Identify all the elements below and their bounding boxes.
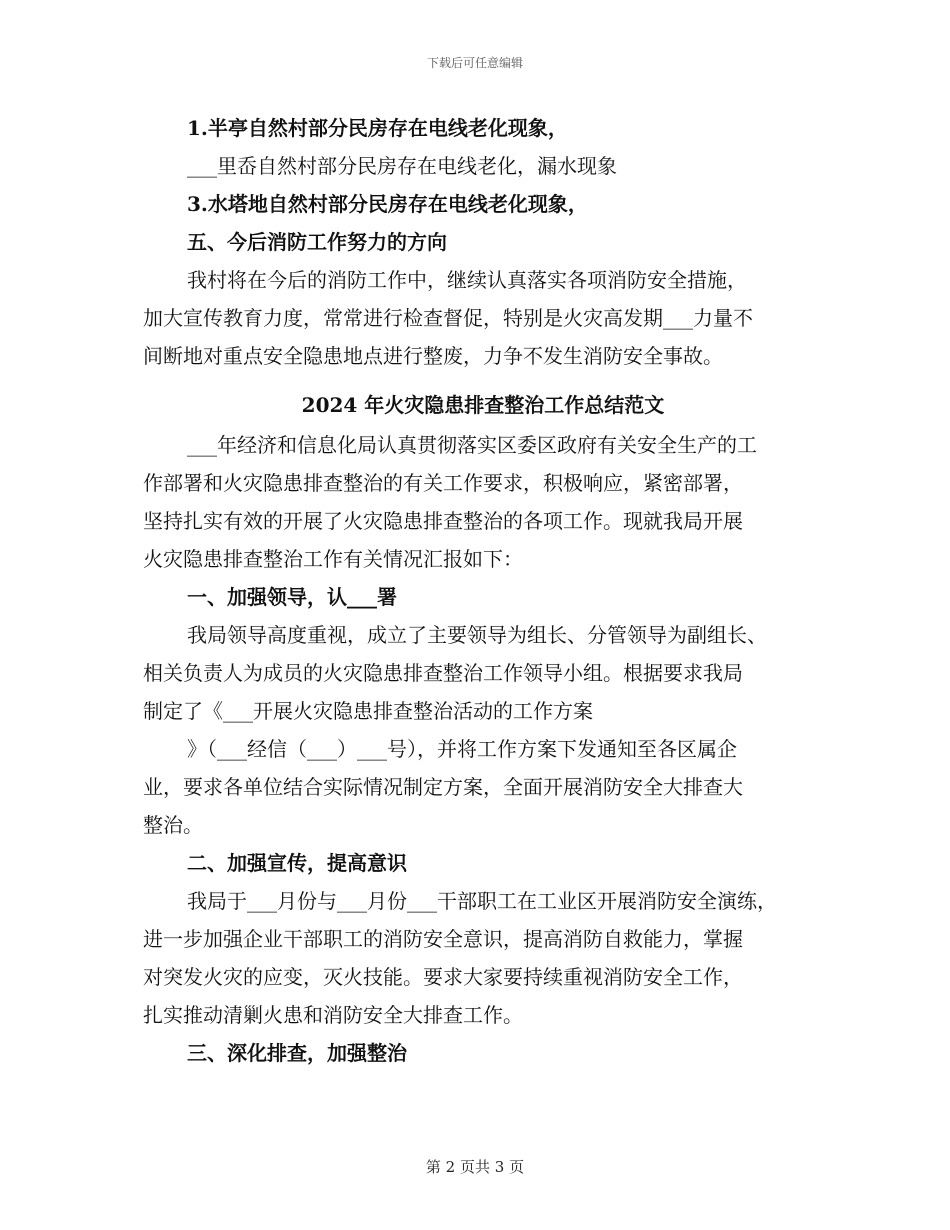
list-item-3: 3.水塔地自然村部分民房存在电线老化现象， <box>187 192 588 216</box>
paragraph-line: 加大宣传教育力度，常常进行检查督促，特别是火灾高发期___力量不 <box>143 306 753 330</box>
document-title: 2024 年火灾隐患排查整治工作总结范文 <box>301 393 665 417</box>
section-heading-3: 三、深化排查，加强整治 <box>187 1041 407 1065</box>
paragraph-line: 对突发火灾的应变，灭火技能。要求大家要持续重视消防安全工作， <box>143 965 743 989</box>
paragraph-line: 火灾隐患排查整治工作有关情况汇报如下： <box>143 547 523 571</box>
paragraph-line: 我局于___月份与___月份___干部职工在工业区开展消防安全演练， <box>187 889 777 913</box>
paragraph-line: 我局领导高度重视，成立了主要领导为组长、分管领导为副组长、 <box>187 623 767 647</box>
section-heading-5: 五、今后消防工作努力的方向 <box>187 230 447 254</box>
section-heading-2: 二、加强宣传，提高意识 <box>187 851 407 875</box>
page-number: 第 2 页共 3 页 <box>425 1158 525 1176</box>
paragraph-line: 坚持扎实有效的开展了火灾隐患排查整治的各项工作。现就我局开展 <box>143 509 743 533</box>
paragraph-line: 间断地对重点安全隐患地点进行整废，力争不发生消防安全事故。 <box>143 344 723 368</box>
paragraph-line: 进一步加强企业干部职工的消防安全意识，提高消防自救能力，掌握 <box>143 927 743 951</box>
paragraph-line: 扎实推动清剿火患和消防安全大排查工作。 <box>143 1003 523 1027</box>
paragraph-line: 》（___经信（___）___号），并将工作方案下发通知至各区属企 <box>187 737 737 761</box>
paragraph-line: 我村将在今后的消防工作中，继续认真落实各项消防安全措施， <box>187 268 747 292</box>
paragraph-line: 作部署和火灾隐患排查整治的有关工作要求，积极响应，紧密部署， <box>143 471 743 495</box>
paragraph-line: 制定了《___开展火灾隐患排查整治活动的工作方案 <box>143 699 593 723</box>
paragraph-line: 整治。 <box>143 813 203 837</box>
paragraph-line: ___年经济和信息化局认真贯彻落实区委区政府有关安全生产的工 <box>187 433 757 457</box>
paragraph-line: 相关负责人为成员的火灾隐患排查整治工作领导小组。根据要求我局 <box>143 661 743 685</box>
list-item-1: 1.半亭自然村部分民房存在电线老化现象， <box>187 116 568 140</box>
section-heading-1: 一、加强领导，认___署 <box>187 585 397 609</box>
paragraph-line: 业，要求各单位结合实际情况制定方案，全面开展消防安全大排查大 <box>143 775 743 799</box>
page-header-note: 下载后可任意编辑 <box>426 56 523 70</box>
list-item-2: ___里岙自然村部分民房存在电线老化，漏水现象 <box>187 154 617 178</box>
document-body <box>143 113 823 1069</box>
